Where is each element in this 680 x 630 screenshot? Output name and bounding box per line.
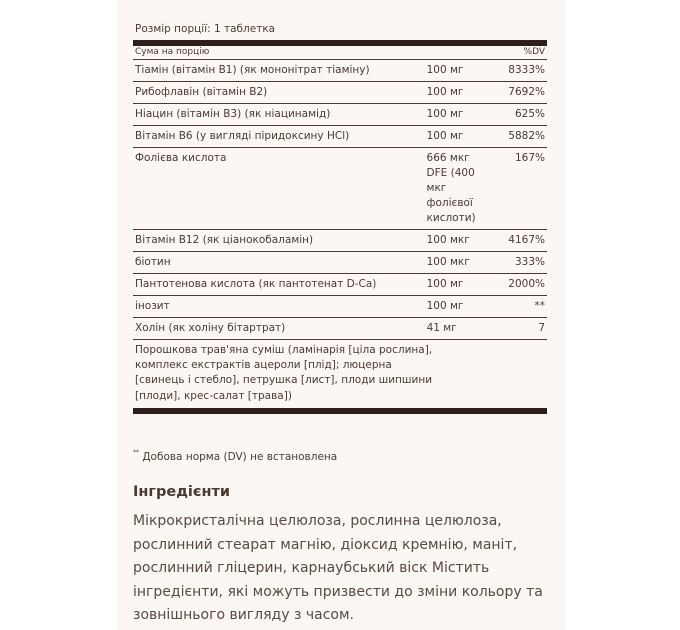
ingredients-title: Інгредієнти (133, 484, 231, 500)
nutrient-name: Вітамін В12 (як ціанокобаламін) (135, 234, 314, 246)
ingredients-text: Мікрокристалічна целюлоза, рослинна целюлоза, рослинний стеарат магнію, діоксид кремнію, маніт, рослинний гліцерин, карнаубський віск Містить інгредієнти, які можуть призвести до зміни кольору та зовнішнього вигляду з часом. (133, 513, 543, 623)
table-row (133, 318, 547, 340)
header-amount-per-serving: Сума на порцію (135, 47, 210, 57)
nutrient-name: Пантотенова кислота (як пантотенат D-Ca) (135, 278, 377, 290)
nutrient-dv: 625% (514, 108, 545, 120)
header-dv: %DV (523, 47, 545, 57)
nutrient-amount: 100 мкг (426, 234, 470, 246)
table-row (133, 126, 547, 148)
nutrient-amount: 100 мг (426, 64, 464, 76)
table-header (133, 46, 547, 60)
nutrient-dv: 2000% (508, 278, 545, 290)
nutrient-dv: 7692% (508, 86, 545, 98)
nutrient-name: біотин (135, 256, 171, 268)
nutrient-name: Тіамін (вітамін В1) (як мононітрат тіаміну) (135, 64, 370, 76)
nutrient-dv: 5882% (508, 130, 545, 142)
nutrient-dv: 8333% (508, 64, 545, 76)
herbal-blend: Порошкова трав'яна суміш (ламінарія [ціла рослина], комплекс екстрактів ацероли [плід]; люцерна [свинець і стебло], петрушка [лист], плоди шипшини [плоди], крес-салат [трава]) (135, 344, 433, 402)
nutrient-amount: 100 мг (426, 108, 464, 120)
table-row (133, 104, 547, 126)
supplement-facts-table (133, 22, 547, 414)
thick-divider-bottom (133, 408, 547, 414)
nutrient-name: Ніацин (вітамін В3) (як ніацинамід) (135, 108, 331, 120)
footnote-mark: ** (133, 449, 139, 456)
nutrient-amount: 100 мг (426, 86, 464, 98)
nutrient-name: Холін (як холіну бітартрат) (135, 322, 286, 334)
table-row (133, 148, 547, 230)
table-row (133, 230, 547, 252)
nutrient-amount: 100 мкг (426, 256, 470, 268)
table-row (133, 252, 547, 274)
nutrient-name: Рибофлавін (вітамін В2) (135, 86, 268, 98)
nutrient-name: Фолієва кислота (135, 152, 227, 164)
nutrient-dv: 333% (514, 256, 545, 268)
nutrient-amount: 41 мг (426, 322, 457, 334)
nutrient-amount: 100 мг (426, 300, 464, 312)
nutrient-name: інозит (135, 300, 170, 312)
table-row (133, 60, 547, 82)
table-row (133, 274, 547, 296)
nutrient-dv: ** (534, 300, 545, 312)
nutrient-name: Вітамін В6 (у вигляді піридоксину HCl) (135, 130, 350, 142)
nutrient-amount: 666 мкг DFE (400 мкг фолієвої кислоти) (426, 152, 476, 224)
dv-footnote (133, 451, 337, 463)
nutrient-dv: 167% (514, 152, 545, 164)
footnote-text: Добова норма (DV) не встановлена (142, 451, 338, 463)
nutrient-amount: 100 мг (426, 130, 464, 142)
serving-size: Розмір порції: 1 таблетка (135, 23, 276, 35)
nutrient-dv: 4167% (508, 234, 545, 246)
table-row (133, 82, 547, 104)
nutrient-dv: 7 (538, 322, 545, 334)
nutrient-amount: 100 мг (426, 278, 464, 290)
table-row (133, 296, 547, 318)
